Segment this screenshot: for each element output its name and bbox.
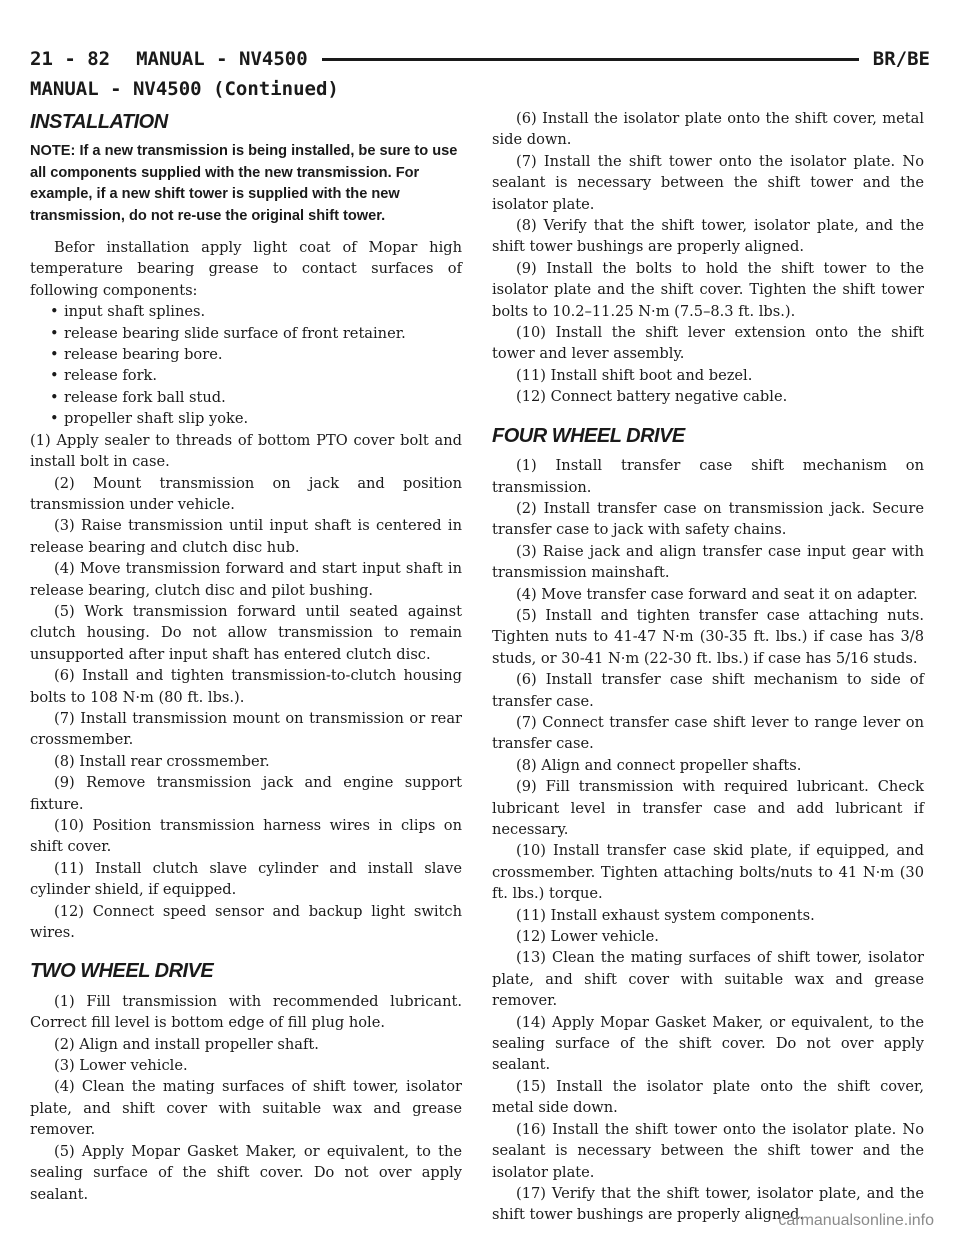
step: (5) Install and tighten transfer case attaching nuts. Tighten nuts to 41-47 N·m (30-35 ft. lbs.) if case has 3/8 studs, or 30-41 N·m (22-30 ft. lbs.) if case has 5/16 studs.: [492, 606, 924, 667]
bullet-icon: •: [50, 410, 59, 428]
step: (7) Connect transfer case shift lever to range lever on transfer case.: [492, 713, 924, 753]
model-code: BR/BE: [872, 48, 930, 70]
list-item: • input shaft splines.: [52, 301, 462, 322]
step: (11) Install clutch slave cylinder and install slave cylinder shield, if equipped.: [30, 859, 462, 899]
intro-paragraph: Befor installation apply light coat of Mopar high temperature bearing grease to contact surfaces of following components:: [30, 239, 462, 299]
step: (8) Verify that the shift tower, isolator plate, and the shift tower bushings are properly aligned.: [492, 217, 924, 256]
bullet-icon: •: [50, 303, 59, 321]
step: (1) Fill transmission with recommended lubricant. Correct fill level is bottom edge of fill plug hole.: [30, 992, 462, 1032]
header-rule: [322, 58, 859, 61]
step: (9) Install the bolts to hold the shift tower to the isolator plate and the shift cover. Tighten the shift tower bolts to 10.2–11.25 N·m (7.5–8.3 ft. lbs.).: [492, 259, 924, 320]
two-wheel-drive-heading: TWO WHEEL DRIVE: [30, 960, 214, 983]
step: (1) Apply sealer to threads of bottom PTO cover bolt and install bolt in case.: [30, 431, 462, 471]
step: (17) Verify that the shift tower, isolator plate, and the shift tower bushings are properly aligned.: [492, 1184, 924, 1224]
list-item: • release bearing slide surface of front retainer.: [52, 323, 462, 344]
bullet-icon: •: [50, 346, 59, 364]
page-header: [30, 42, 930, 76]
section-title: MANUAL - NV4500: [136, 48, 308, 70]
step: (1) Install transfer case shift mechanism on transmission.: [492, 457, 924, 496]
list-item: • release fork.: [52, 365, 462, 386]
step: (9) Fill transmission with required lubricant. Check lubricant level in transfer case and add lubricant if necessary.: [492, 778, 924, 838]
page-number: 21 - 82: [30, 48, 111, 70]
list-item: • release fork ball stud.: [52, 387, 462, 408]
bullet-icon: •: [50, 388, 59, 406]
step: (2) Align and install propeller shaft.: [54, 1035, 319, 1053]
step: (6) Install transfer case shift mechanism to side of transfer case.: [492, 671, 924, 710]
step: (8) Install rear crossmember.: [54, 752, 270, 770]
step: (10) Install the shift lever extension onto the shift tower and lever assembly.: [492, 324, 924, 363]
bullet-icon: •: [50, 324, 59, 342]
four-wheel-drive-heading: FOUR WHEEL DRIVE: [492, 424, 685, 447]
step: (10) Install transfer case skid plate, if equipped, and crossmember. Tighten attaching bolts/nuts to 41 N·m (30 ft. lbs.) torque.: [492, 842, 924, 903]
step: (12) Connect speed sensor and backup light switch wires.: [30, 902, 462, 942]
step: (4) Move transmission forward and start input shaft in release bearing, clutch disc and pilot bushing.: [30, 560, 462, 599]
step: (7) Install the shift tower onto the isolator plate. No sealant is necessary between the shift tower and the isolator plate.: [492, 152, 924, 213]
step: (12) Connect battery negative cable.: [516, 388, 788, 406]
step: (9) Remove transmission jack and engine support fixture.: [30, 774, 462, 813]
component-list: [30, 301, 462, 429]
watermark: carmanualsonline.info: [778, 1212, 934, 1229]
step: (6) Install the isolator plate onto the shift cover, metal side down.: [492, 110, 924, 149]
step: (3) Raise jack and align transfer case input gear with transmission mainshaft.: [492, 542, 924, 582]
step: (5) Work transmission forward until seated against clutch housing. Do not allow transmission to remain unsupported after input shaft has entered clutch disc.: [30, 602, 462, 663]
left-column: [30, 108, 462, 1205]
list-item: • release bearing bore.: [52, 344, 462, 365]
step: (2) Install transfer case on transmission jack. Secure transfer case to jack with safety chains.: [492, 499, 924, 539]
step: (15) Install the isolator plate onto the shift cover, metal side down.: [492, 1077, 924, 1117]
step: (16) Install the shift tower onto the isolator plate. No sealant is necessary between the shift tower and the isolator plate.: [492, 1120, 924, 1181]
step: (5) Apply Mopar Gasket Maker, or equivalent, to the sealing surface of the shift cover. Do not over apply sealant.: [30, 1142, 462, 1203]
step: (12) Lower vehicle.: [516, 928, 659, 946]
step: (11) Install exhaust system components.: [516, 906, 815, 924]
continued-title: MANUAL - NV4500 (Continued): [30, 78, 339, 100]
step: (7) Install transmission mount on transmission or rear crossmember.: [30, 709, 462, 749]
installation-note: NOTE: If a new transmission is being installed, be sure to use all components supplied with the new transmission. For example, if a new shift tower is supplied with the new transmission, do not re-use the original shift tower.: [30, 143, 458, 224]
step: (6) Install and tighten transmission-to-clutch housing bolts to 108 N·m (80 ft. lbs.).: [30, 667, 462, 706]
bullet-icon: •: [50, 367, 59, 385]
step: (4) Move transfer case forward and seat it on adapter.: [516, 585, 918, 603]
step: (14) Apply Mopar Gasket Maker, or equivalent, to the sealing surface of the shift cover. Do not over apply sealant.: [492, 1013, 924, 1074]
right-column: [492, 108, 924, 1226]
list-item: • propeller shaft slip yoke.: [52, 408, 462, 429]
step: (3) Raise transmission until input shaft is centered in release bearing and clutch disc hub.: [30, 517, 462, 556]
step: (4) Clean the mating surfaces of shift tower, isolator plate, and shift cover with suitable wax and grease remover.: [30, 1078, 462, 1139]
step: (8) Align and connect propeller shafts.: [516, 756, 802, 774]
step: (3) Lower vehicle.: [54, 1057, 188, 1075]
step: (11) Install shift boot and bezel.: [516, 366, 753, 384]
installation-heading: INSTALLATION: [30, 111, 168, 133]
step: (2) Mount transmission on jack and position transmission under vehicle.: [30, 474, 462, 513]
step: (10) Position transmission harness wires in clips on shift cover.: [30, 817, 462, 856]
step: (13) Clean the mating surfaces of shift tower, isolator plate, and shift cover with suitable wax and grease remover.: [492, 949, 924, 1010]
